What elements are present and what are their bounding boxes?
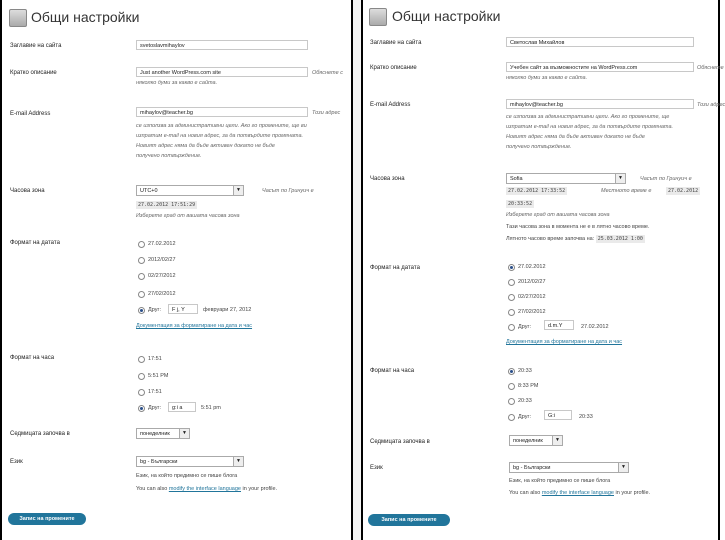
time-format-radio[interactable] xyxy=(508,368,515,375)
email-input[interactable]: mihaylov@teacher.bg xyxy=(506,99,694,109)
save-changes-button[interactable]: Запис на промените xyxy=(368,514,450,526)
timezone-local-date: 27.02.2012 xyxy=(668,188,699,194)
email-desc: се използва за административни цели. Ако го промените, ще xyxy=(506,114,670,120)
timezone-local-time: 20:33:52 xyxy=(508,201,533,207)
timezone-value: Sofia xyxy=(510,176,523,182)
date-format-radio[interactable] xyxy=(508,309,515,316)
date-format-custom-input[interactable]: F j, Y xyxy=(168,304,198,314)
email-label: E-mail Address xyxy=(370,102,411,108)
page-title: Общи настройки xyxy=(31,9,140,25)
tagline-input[interactable]: Just another WordPress.com site xyxy=(136,67,308,77)
week-start-label: Седмицата започва в xyxy=(10,431,70,437)
date-format-option: 2012/02/27 xyxy=(518,279,546,285)
time-format-option: 8:33 PM xyxy=(518,383,539,389)
time-format-label: Формат на часа xyxy=(10,355,55,361)
chevron-down-icon: ▼ xyxy=(179,429,189,438)
time-format-preview: 20:33 xyxy=(579,414,593,420)
date-format-option: 02/27/2012 xyxy=(518,294,546,300)
timezone-utc-label: Часът по Гринуич е xyxy=(640,176,692,182)
page-title: Общи настройки xyxy=(392,8,501,24)
language-desc: Език, на който предимно се пише блога xyxy=(136,473,238,479)
email-desc: изпратим e-mail на новия адрес, за да потвърдите промяната. xyxy=(506,124,674,130)
date-format-radio[interactable] xyxy=(508,264,515,271)
date-format-radio[interactable] xyxy=(508,294,515,301)
site-title-input[interactable]: svetoslavmihaylov xyxy=(136,40,308,50)
time-format-custom-label: Друг: xyxy=(148,405,162,411)
date-format-option: 27/02/2012 xyxy=(518,309,546,315)
timezone-select[interactable] xyxy=(136,185,244,196)
tagline-desc: няколко думи за какво е сайта. xyxy=(506,75,588,81)
timezone-dst-start-value: 25.03.2012 1:00 xyxy=(597,236,643,242)
timezone-label: Часова зона xyxy=(10,188,45,194)
week-start-label: Седмицата започва в xyxy=(370,439,430,445)
tagline-label: Кратко описание xyxy=(10,70,57,76)
date-format-radio-custom[interactable] xyxy=(138,307,145,314)
chevron-down-icon: ▼ xyxy=(618,463,628,472)
email-label: E-mail Address xyxy=(10,111,51,117)
email-desc: Този адрес xyxy=(697,102,725,108)
date-format-custom-input[interactable]: d.m.Y xyxy=(544,320,574,330)
timezone-utc-time: 27.02.2012 17:33:52 xyxy=(508,188,566,194)
email-desc: получено потвърждение. xyxy=(136,153,202,159)
frame-left xyxy=(0,0,2,540)
email-desc: Новият адрес няма да бъде активен докато не бъде xyxy=(506,134,645,140)
timezone-dst-start-text: Лятното часово време започва на: xyxy=(506,236,595,242)
time-format-label: Формат на часа xyxy=(370,368,415,374)
tagline-label: Кратко описание xyxy=(370,65,417,71)
week-start-select[interactable] xyxy=(136,428,190,439)
date-format-radio[interactable] xyxy=(508,279,515,286)
language-note-text: in your profile. xyxy=(615,490,651,496)
date-format-label: Формат на датата xyxy=(370,265,420,271)
time-format-option: 17:51 xyxy=(148,356,162,362)
language-note-text: You can also xyxy=(136,486,168,492)
time-format-option: 20:33 xyxy=(518,368,532,374)
date-format-option: 27.02.2012 xyxy=(518,264,546,270)
date-format-radio[interactable] xyxy=(138,241,145,248)
week-start-select[interactable] xyxy=(509,435,563,446)
language-value: bg - Български xyxy=(140,459,178,465)
time-format-radio[interactable] xyxy=(508,383,515,390)
email-desc: Новият адрес няма да бъде активен докато не бъде xyxy=(136,143,275,149)
site-title-input[interactable]: Светослав Михайлов xyxy=(506,37,694,47)
date-format-option: 27.02.2012 xyxy=(148,241,176,247)
language-select[interactable] xyxy=(509,462,629,473)
interface-language-link[interactable]: modify the interface language xyxy=(168,486,241,492)
time-format-custom-input[interactable]: g:i a xyxy=(168,402,196,412)
frame-right xyxy=(351,0,353,540)
date-format-doc-link[interactable]: Документация за форматиране на дата и час xyxy=(136,323,253,329)
timezone-local-label: Местното време е xyxy=(601,188,652,194)
date-format-radio[interactable] xyxy=(138,291,145,298)
date-format-preview: февруари 27, 2012 xyxy=(203,307,252,313)
settings-icon xyxy=(9,9,27,27)
time-format-radio[interactable] xyxy=(138,389,145,396)
panel-divider xyxy=(353,0,361,540)
time-format-radio-custom[interactable] xyxy=(138,405,145,412)
date-format-radio-custom[interactable] xyxy=(508,324,515,331)
language-label: Език xyxy=(10,459,23,465)
email-desc: се използва за административни цели. Ако го промените, ще ви xyxy=(136,123,307,129)
language-profile-note xyxy=(136,486,277,492)
language-value: bg - Български xyxy=(513,465,551,471)
frame-right xyxy=(718,0,720,540)
timezone-desc: Изберете град от вашата часова зона xyxy=(506,212,610,218)
interface-language-link[interactable]: modify the interface language xyxy=(541,490,614,496)
chevron-down-icon: ▼ xyxy=(233,457,243,466)
language-profile-note xyxy=(509,490,650,496)
time-format-custom-input[interactable]: G:i xyxy=(544,410,572,420)
date-format-radio[interactable] xyxy=(138,273,145,280)
site-title-label: Заглавие на сайта xyxy=(10,43,62,49)
settings-panel-before xyxy=(0,0,353,540)
time-format-radio[interactable] xyxy=(138,373,145,380)
week-start-value: понеделник xyxy=(140,431,170,437)
chevron-down-icon: ▼ xyxy=(233,186,243,195)
timezone-select[interactable] xyxy=(506,173,626,184)
language-desc: Език, на който предимно се пише блога xyxy=(509,478,611,484)
date-format-label: Формат на датата xyxy=(10,240,60,246)
date-format-option: 2012/02/27 xyxy=(148,257,176,263)
email-desc: получено потвърждение. xyxy=(506,144,572,150)
time-format-radio[interactable] xyxy=(138,356,145,363)
language-note-text: You can also xyxy=(509,490,541,496)
date-format-custom-label: Друг: xyxy=(518,324,532,330)
settings-icon xyxy=(369,8,387,26)
site-title-label: Заглавие на сайта xyxy=(370,40,422,46)
time-format-custom-label: Друг: xyxy=(518,414,532,420)
time-format-option: 20:33 xyxy=(518,398,532,404)
language-note-text: in your profile. xyxy=(242,486,278,492)
chevron-down-icon: ▼ xyxy=(615,174,625,183)
tagline-desc: Обяснете xyxy=(697,65,724,71)
tagline-desc: няколко думи за какво е сайта. xyxy=(136,80,218,86)
settings-panel-after xyxy=(361,0,725,540)
timezone-value: UTC+0 xyxy=(140,188,158,194)
date-format-option: 02/27/2012 xyxy=(148,273,176,279)
time-format-preview: 5:51 pm xyxy=(201,405,221,411)
timezone-dst-start xyxy=(506,236,645,242)
date-format-custom-label: Друг: xyxy=(148,307,162,313)
date-format-doc-link[interactable]: Документация за форматиране на дата и час xyxy=(506,339,623,345)
date-format-option: 27/02/2012 xyxy=(148,291,176,297)
timezone-label: Часова зона xyxy=(370,176,405,182)
timezone-dst-note: Тази часова зона в момента не е в лятно часово време. xyxy=(506,224,650,230)
week-start-value: понеделник xyxy=(513,438,543,444)
time-format-option: 17:51 xyxy=(148,389,162,395)
email-input[interactable]: mihaylov@teacher.bg xyxy=(136,107,308,117)
timezone-utc-label: Часът по Гринуич е xyxy=(262,188,314,194)
language-label: Език xyxy=(370,465,383,471)
date-format-preview: 27.02.2012 xyxy=(581,324,609,330)
email-desc: изпратим e-mail на новия адрес, за да потвърдите промяната. xyxy=(136,133,304,139)
time-format-radio[interactable] xyxy=(508,398,515,405)
timezone-desc: Изберете град от вашата часова зона xyxy=(136,213,240,219)
chevron-down-icon: ▼ xyxy=(552,436,562,445)
language-select[interactable] xyxy=(136,456,244,467)
time-format-radio-custom[interactable] xyxy=(508,414,515,421)
timezone-utc-time: 27.02.2012 17:51:29 xyxy=(138,202,196,208)
date-format-radio[interactable] xyxy=(138,257,145,264)
save-changes-button[interactable]: Запис на промените xyxy=(8,513,86,525)
time-format-option: 5:51 PM xyxy=(148,373,169,379)
frame-left xyxy=(361,0,363,540)
tagline-input[interactable]: Учебен сайт за възможностите на WordPress.com xyxy=(506,62,694,72)
email-desc: Този адрес xyxy=(312,110,341,116)
tagline-desc: Обяснете с xyxy=(312,70,343,76)
